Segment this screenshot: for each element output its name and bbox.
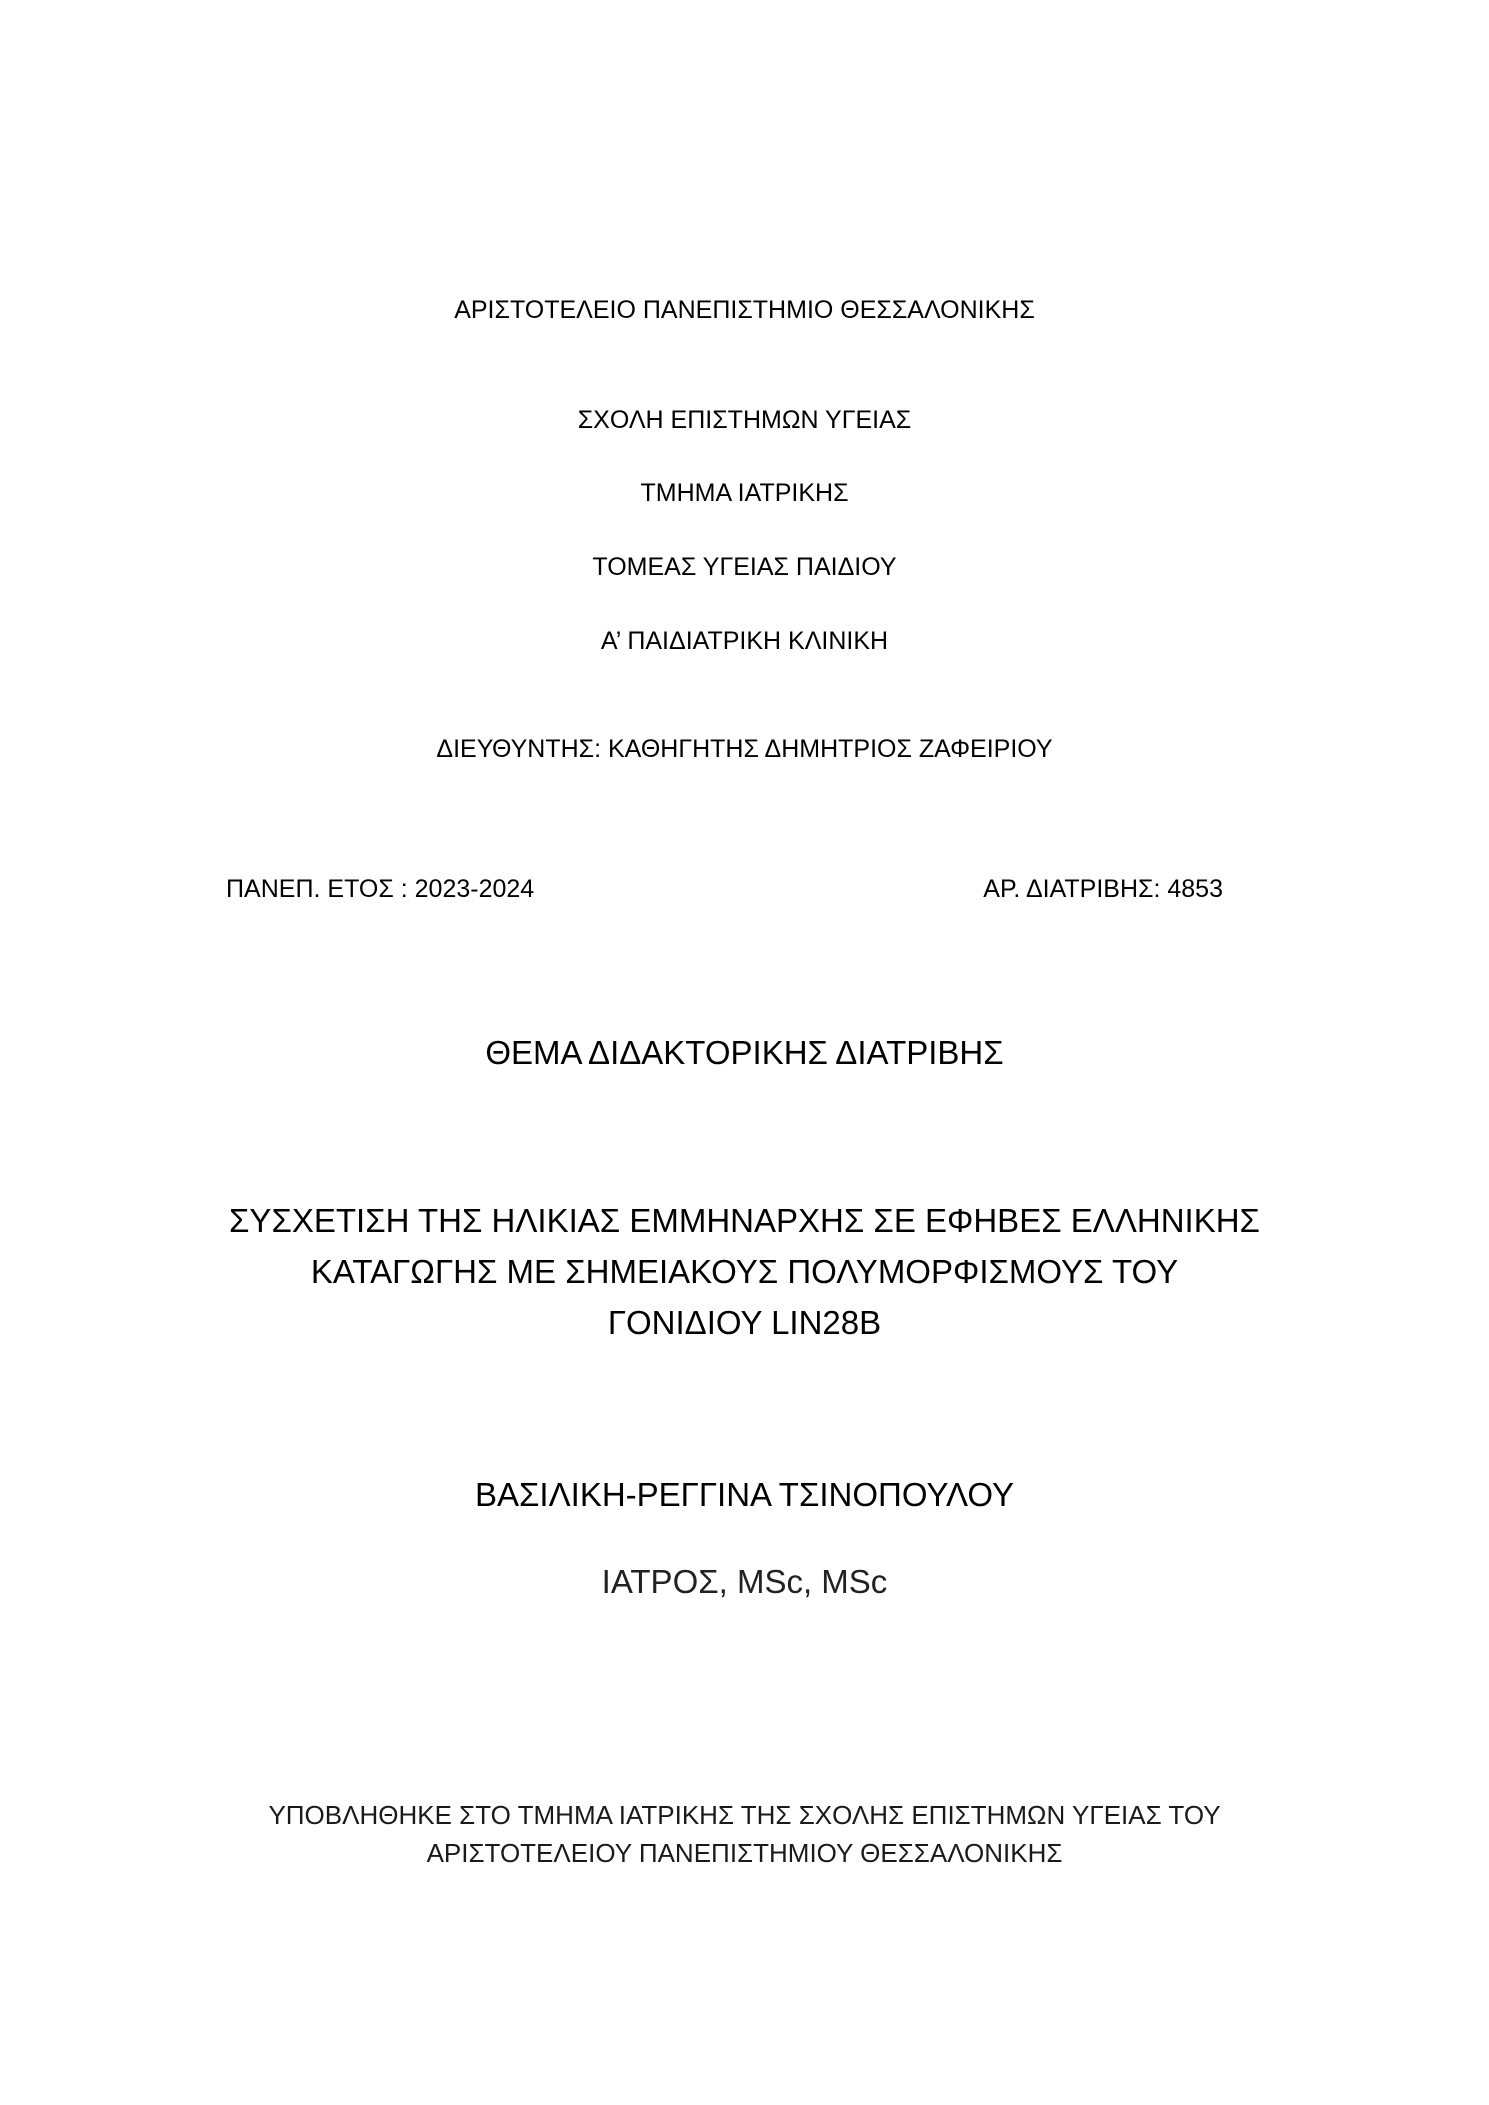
thesis-title-line-3: ΓΟΝΙΔΙΟΥ LIN28B (607, 1304, 882, 1341)
department-name: ΤΜΗΜΑ ΙΑΤΡΙΚΗΣ (640, 479, 849, 507)
university-name: ΑΡΙΣΤΟΤΕΛΕΙΟ ΠΑΝΕΠΙΣΤΗΜΙΟ ΘΕΣΣΑΛΟΝΙΚΗΣ (454, 296, 1035, 324)
academic-year: ΠΑΝΕΠ. ΕΤΟΣ : 2023-2024 (226, 875, 535, 903)
submission-line-1: ΥΠΟΒΛΗΘΗΚΕ ΣΤΟ ΤΜΗΜΑ ΙΑΤΡΙΚΗΣ ΤΗΣ ΣΧΟΛΗΣ ΕΠΙΣΤΗΜΩΝ ΥΓΕΙΑΣ ΤΟΥ (268, 1800, 1221, 1830)
thesis-number: ΑΡ. ΔΙΑΤΡΙΒΗΣ: 4853 (983, 875, 1223, 903)
director-line: ΔΙΕΥΘΥΝΤΗΣ: ΚΑΘΗΓΗΤΗΣ ΔΗΜΗΤΡΙΟΣ ΖΑΦΕΙΡΙΟΥ (436, 735, 1053, 763)
submission-line-2: ΑΡΙΣΤΟΤΕΛΕΙΟΥ ΠΑΝΕΠΙΣΤΗΜΙΟΥ ΘΕΣΣΑΛΟΝΙΚΗΣ (426, 1838, 1063, 1868)
thesis-heading: ΘΕΜΑ ΔΙΔΑΚΤΟΡΙΚΗΣ ΔΙΑΤΡΙΒΗΣ (485, 1034, 1004, 1071)
thesis-title-line-1: ΣΥΣΧΕΤΙΣΗ ΤΗΣ ΗΛΙΚΙΑΣ ΕΜΜΗΝΑΡΧΗΣ ΣΕ ΕΦΗΒΕΣ ΕΛΛΗΝΙΚΗΣ (229, 1202, 1260, 1239)
school-name: ΣΧΟΛΗ ΕΠΙΣΤΗΜΩΝ ΥΓΕΙΑΣ (577, 406, 912, 434)
author-name: ΒΑΣΙΛΙΚΗ-ΡΕΓΓΙΝΑ ΤΣΙΝΟΠΟΥΛΟΥ (475, 1476, 1014, 1513)
sector-name: ΤΟΜΕΑΣ ΥΓΕΙΑΣ ΠΑΙΔΙΟΥ (592, 553, 897, 581)
thesis-title-line-2: ΚΑΤΑΓΩΓΗΣ ΜΕ ΣΗΜΕΙΑΚΟΥΣ ΠΟΛΥΜΟΡΦΙΣΜΟΥΣ ΤΟΥ (310, 1253, 1179, 1290)
clinic-name: Α’ ΠΑΙΔΙΑΤΡΙΚΗ ΚΛΙΝΙΚΗ (600, 627, 889, 655)
author-credentials: ΙΑΤΡΟΣ, MSc, MSc (601, 1563, 888, 1600)
